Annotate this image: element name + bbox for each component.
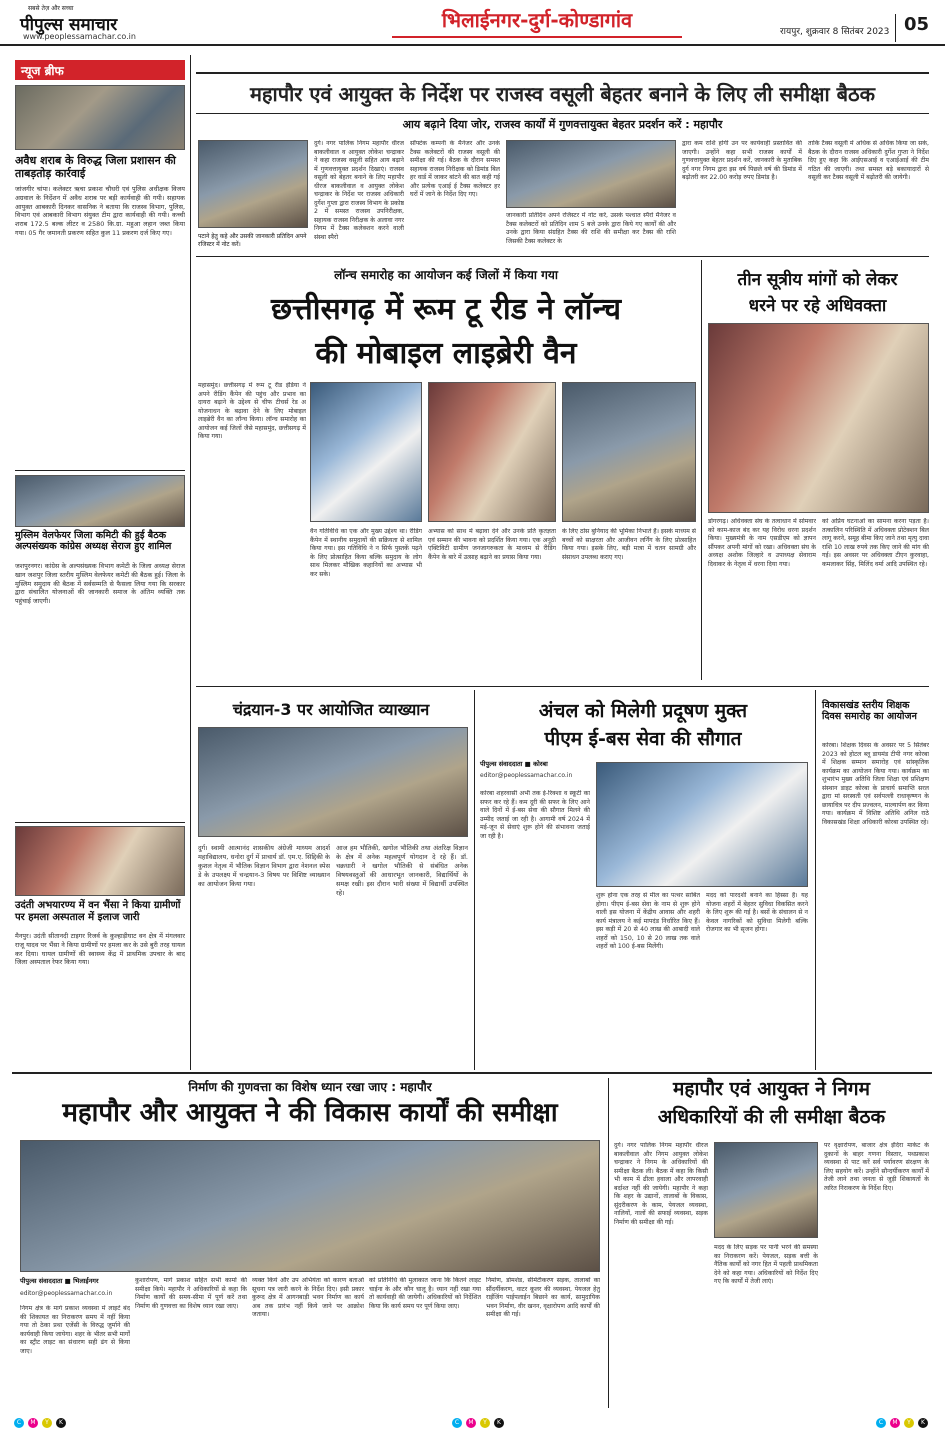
lead-text-2: सॉफ्टेक कम्पनी के मैनेजर और उनके टैक्स कलेक्टरों की राजस्व वसूली की समीक्षा की गई। बैठक के दौरान समस्त सहायक राजस्व निरीक्षक को डिमांड बिल हर वार्ड में जाकर बांटने की बात कही गई और प्रत्येक एआई ई टैक्स कलेक्टर हर घरों में जाने के निर्देश दिए गए। bbox=[410, 140, 500, 199]
lead-text-1: दुर्ग। नगर पालिक निगम महापौर धीरज बाकलीवाल व आयुक्त लोकेश चन्द्राकर ने कहा राजस्व वसूली सहित आय बढ़ाने में गुणवत्तायुक्त प्रदर्शन दिखाएं। राजस्व वसूली को बेहतर बनाने के लिए महापौर धीरज बाकलीवाल व आयुक्त लोकेश चन्द्राकर के निर्देश पर राजस्व अधिकारी दुर्गेश गुप्ता द्वारा राजस्व विभाग के प्रकोष्ठ 2 में समस्त राजस्व उपनिरीक्षक, सहायक राजस्व निरीक्षक के अलावा नगर निगम में टैक्स कलेक्शन करने वाली संस्था स्पैरो bbox=[314, 140, 404, 242]
ebus-headline-1: अंचल को मिलेगी प्रदूषण मुक्त bbox=[538, 700, 748, 722]
brief-headline-1: अवैध शराब के विरुद्ध जिला प्रशासन की ताबड़तोड़ कार्रवाई bbox=[15, 154, 176, 181]
library-text-4: के लिए ठोस बुनियाद की भूमिका निभाते हैं। इसके माध्यम से बच्चों को साक्षरता और आजीवन लर्निंग के लिए प्रोत्साहित किया गया। इसके लिए, बड़ी मात्रा में चतन सामग्री और संसाधन उपलब्ध कराए गए। bbox=[562, 528, 696, 561]
review-text-1: निगम क्षेत्र के मार्ग प्रकाश व्यवस्था में लाइटें बंद की शिकायत का निराकरण समय में नहीं किया गया तो ठेका प्रथा एजेंसी के विरुद्ध जुर्माने की कार्यवाही किया जायेगा। शहर के भीतर सभी मार्गों का स्ट्रीट लाइट का संधारण सही ढंग से किया जाए। bbox=[20, 1305, 130, 1355]
dharna-text-1: डोंगरगढ़। अधिवक्ता संघ के तत्वाधान में सोमवार को काम-काज बंद कर यह विरोध धरना प्रदर्शन किया। मुख्यमंत्री के नाम एसडीएम को ज्ञापन सौंपकर अपनी मांगों को रखा। अधिवक्ता संघ के अध्यक्ष अशोक जिल्हारे व उपाध्यक्ष सेवाराम दिवाकर के नेतृत्व में धरना दिया गया। bbox=[708, 518, 816, 568]
ebus-email[interactable]: editor@peoplessamachar.co.in bbox=[480, 772, 573, 779]
ebus-photo-bus bbox=[596, 762, 808, 887]
lead-photo-1 bbox=[198, 140, 308, 228]
cmyk-marks-center: C M Y K bbox=[452, 1418, 504, 1428]
library-text-2: वैन गतिविधि का एक और मुख्य उद्देश्य था। रीडिंग कैंपेन में स्थानीय समुदायों की सक्रियता से शामिल किया गया। इस गतिविधि ने न सिर्फ पुस्तकें पढ़ने के लिए प्रोत्साहित किया बल्कि समुदाय के लोग साथ मिलकर मौखिक कहानियों का अभ्यास भी कर सके। bbox=[310, 528, 422, 578]
lead-text-5: ताकि टैक्स वसूली में अधिक से अधिक किया जा सके, बैठक के दौरान राजस्व अधिकारी दुर्गेश गुप्ता ने निर्देश दिए हुए कहा कि आईएसआई व एआईआई की टीम गठित की जाएगी। तथा समस्त बड़े बकायादारों से वसूली कर टैक्स वसूली में बढ़ोतरी की जायेगी। bbox=[808, 140, 929, 182]
news-brief-label: न्यूज ब्रीफ bbox=[15, 60, 185, 80]
review-email[interactable]: editor@peoplessamachar.co.in bbox=[20, 1290, 113, 1297]
brief-text-3: मैनपुर। उदंती सीतानदी टाइगर रिजर्व के कुल्हाड़ीघाट वन क्षेत्र में मंगलवार राजू यादव पर भैंसा ने किया ग्रामीणों पर हमला कर के उसे बुरी तरह घायल कर दिया। घायल ग्रामीणों की स्वास्थ्य केंद्र में प्राथमिक उपचार के बाद जिला अस्पताल रेफर किया गया। bbox=[15, 932, 185, 967]
masthead bbox=[0, 0, 945, 46]
library-text-1: महासमुंद। छत्तीसगढ़ में रूम टू रीड इंडिया ने अपने रीडिंग कैंपेन की पहुंच और प्रभाव का दायरा बढ़ाने के उद्देश्य से चीफ टीचर्स रेड अ योजनाधन के बढ़ावा देने के लिए मोबाइल लाइब्रेरी वैन का लॉन्च किया। लॉन्च समारोह का आयोजन कई जिलों जैसे महासमुंद, छत्तीसगढ़ में किया गया। bbox=[198, 382, 306, 441]
brief-headline-3: उदंती अभयारण्य में वन भैंसा ने किया ग्रामीणों पर हमला अस्पताल में इलाज जारी bbox=[15, 900, 181, 923]
library-photo-van bbox=[310, 382, 422, 522]
teachers-text: कोरबा। शिक्षक दिवस के अवसर पर 5 सितंबर 2023 को होटल ब्लू डायमंड टीपी नगर कोरबा में शिक्षक सम्मान समारोह एवं सांस्कृतिक कार्यक्रम का आयोजन किया गया। कार्यक्रम का शुभारंभ मुख्य अतिथि जिला शिक्षा एवं प्रशिक्षण संस्थान डाइट कोरबा के प्राचार्य समाप्ति सरल द्वारा मां सरस्वती एवं सर्वपल्ली राधाकृष्णन के छायाचित्र पर दीप प्रज्वलन, माल्यार्पण कर किया गया। कार्यक्रम में विशिष्ट अतिथि अनिल राठे विकासखंड शिक्षा अधिकारी कोरबा उपस्थित रहे। bbox=[822, 742, 929, 826]
ebus-headline-2: पीएम ई-बस सेवा की सौगात bbox=[544, 728, 742, 750]
library-photo-group bbox=[562, 382, 696, 522]
corp-text-1: दुर्ग। नगर पालिक निगम महापौर धीरज बाकलीवाल और निगम आयुक्त लोकेश चन्द्राकर ने निगम के अधिकारियों की समीक्षा बैठक ली। बैठक में कहा कि किसी भी काम में ढीला हवाला और लापरवाही बर्दाश्त नहीं की जायेगी। महापौर ने कहा कि शहर के उद्यानों, तालाबों के विकास, सुंदरीकरण के काम, पेयजल व्यवस्था, नालियों, नालों की सफाई व्यवस्था, सड़क निर्माण की समीक्षा की गई। bbox=[614, 1142, 708, 1226]
ebus-text-2: शुरू होना एक तरह से मील का पत्थर साबित होगा। पीएम ई-बस सेवा के नाम से शुरू होने वाली इस योजना में केंद्रीय आवास और शहरी कार्य मंत्रालय ने कई मापदंड निर्धारित किए हैं। इस कड़ी में 20 से 40 लाख की आबादी वाले शहरों को 150, 10 से 20 लाख तक वाले शहरों को 100 ई-बस मिलेंगी। bbox=[596, 892, 700, 951]
ebus-text-3: मदद को पारदर्शी बनाने का हिस्सा है। यह योजना शहरों में बेहतर सुविधा विकसित करने के लिए शुरू की गई है। बसों के संचालन से न केवल नागरिकों को सुविधा मिलेगी बल्कि रोजगार का भी सृजन होगा। bbox=[706, 892, 808, 934]
brief-text-1: जांजगीर चांपा। कलेक्टर ऋचा प्रकाश चौधरी एवं पुलिस अधीक्षक विजय अग्रवाल के निर्देशन में अवैध शराब पर बड़ी कार्यवाही की गयी। सहायक आयुक्त आबकारी दिनकर वासनिक ने बताया कि राजस्व विभाग, पुलिस, विभाग एवं आबकारी विभाग संयुक्त टीम द्वारा कार्यवाही की गयी। कच्ची शराब 172.5 बल्क लीटर व 2580 कि.ग्रा. महुआ लहान जब्त किया गया। 05 गैर जमानती प्रकरण सहित कुल 11 प्रकरण दर्ज किए गए। bbox=[15, 185, 185, 238]
lead-photo-caption: पटाने हेतु कहे और उसकी जानकारी प्रतिदिन अपने रजिस्टर में नोट करें। bbox=[198, 233, 307, 248]
newspaper-logo: सबसे तेज़ और सच्चा पीपुल्स समाचार bbox=[20, 5, 118, 35]
chandrayaan-text-2: आज हम भौतिकी, खगोल भौतिकी तथा अंतरिक्ष विज्ञान के क्षेत्र में अनेक महत्वपूर्ण योगदान दे रहे हैं। डॉ. चक्रधारी ने खगोल भौतिकी से संबंधित अनेक विषयवस्तुओं की आधारभूत जानकारी, विद्यार्थियों के समक्ष रखी। इस दौरान भारी संख्या में विद्यार्थी उपस्थित रहे। bbox=[336, 844, 468, 897]
brief-photo-meeting bbox=[15, 475, 185, 527]
brief-headline-2: मुस्लिम वेलफेयर जिला कमिटी की हुई बैठक अल्पसंख्यक कांग्रेस अध्यक्ष सेराज हुए शामिल bbox=[15, 530, 172, 553]
library-text-3: अभ्यास को साथ में बढ़ावा देने और उनके प्रति कृतज्ञता एवं सम्मान की भावना को प्रदर्शित किया गया। एक अनूठी एक्टिविटी ग्रामीण जनजागरुकता के माध्यम से रीडिंग कैंपेन के बारे में उत्साह बढ़ाने का प्रयास किया गया। bbox=[428, 528, 556, 561]
library-photo-students bbox=[428, 382, 556, 522]
review-byline: पीपुल्स संवाददाता ■ भिलाईनगर bbox=[20, 1277, 99, 1285]
brief-photo-hospital bbox=[15, 826, 185, 896]
ebus-text-1: कोरबा शहरवासी अभी तक ई-रिक्शा व स्कूटी का सफर कर रहे हैं। कम दूरी की सफर के लिए आने वाले दिनों में ई-बस सेवा की सौगात मिलने की उम्मीद जताई जा रही है। आगामी वर्ष 2024 में मई-जून से सेवाएं शुरू होने की संभावना जताई जा रही है। bbox=[480, 790, 590, 840]
chandrayaan-text-1: दुर्ग। स्वामी आत्मानंद शासकीय अंग्रेजी माध्यम आदर्श महाविद्यालय, धनोरा दुर्ग में प्राचार्य डॉ. एम.ए. सिद्दिकी के कुशल नेतृत्व में भौतिक विज्ञान विभाग द्वारा नेशनल स्पेस डे के उपलक्ष्य में चन्द्रयान-3 विषय पर विशिष्ट व्याख्यान का आयोजन किया गया। bbox=[198, 844, 330, 888]
section-title: भिलाईनगर-दुर्ग-कोण्डागांव bbox=[392, 6, 682, 38]
cmyk-marks-left: C M Y K bbox=[14, 1418, 66, 1428]
corp-headline-2: अधिकारियों की ली समीक्षा बैठक bbox=[657, 1106, 886, 1128]
lead-photo-meeting bbox=[506, 140, 676, 208]
dateline: रायपुर, शुक्रवार 8 सितंबर 2023 bbox=[780, 27, 890, 37]
dharna-photo bbox=[708, 323, 929, 513]
corp-text-2: मदद के लिए सड़क पर पानी भरने की समस्या का निराकरण करें। पेयजल, सड़क बत्ती के नैतिक कार्यों को नगर हित में पहली प्राथमिकता देने को कहा गया। अधिकारियों को निर्देश दिए गए कि कार्यों में तेजी लाएं। bbox=[714, 1244, 818, 1286]
lead-subheadline: आय बढ़ाने दिया जोर, राजस्व कार्यों में गुणवत्तायुक्त बेहतर प्रदर्शन करें : महापौर bbox=[402, 118, 723, 131]
corp-text-3: पर वृक्षारोपण, बाजार क्षेत्र इंदिरा मार्केट के दुकानों के बाहर गणना विस्तार, पथप्रकाश व्यवस्था से पाट करें सर्व पर्यावरण संरक्षण के लिए सहयोग करें। उन्होंने सौन्दर्यीकरण कार्यों में तेजी लाने तथा जनता से जुड़ी शिकायतों के त्वरित निराकरण के निर्देश दिए। bbox=[824, 1142, 929, 1192]
review-text-2: कुशारोपण, मार्ग प्रकाश सहित सभी कामों की समीक्षा किये। महापौर ने अधिकारियों से कहा कि निर्माण कार्यों की समय-सीमा में पूर्ण करें तथा निर्माण की गुणवत्ता का विशेष ध्यान रखा जाए। bbox=[135, 1277, 247, 1310]
library-headline-1: छत्तीसगढ़ में रूम टू रीड ने लॉन्च bbox=[270, 292, 621, 327]
lead-text-3: जानकारी प्रतिदिन अपने रजिस्टर में नोट करें, उसके पश्चात स्पैरो मैनेजर व टैक्स कलेक्टरों को प्रतिदिन शाम 5 बजे उनके द्वारा किये गए कार्यों की और उनके द्वारा किया संग्रहित टैक्स की राशि की समीक्षा कर टैक्स की राशि जिसकी टैक्स कलेक्टर के bbox=[506, 212, 676, 245]
corp-photo bbox=[714, 1142, 818, 1238]
dharna-text-2: को अप्रिय घटनाओं का सामना करना पड़ता है। तत्कालिन परिस्थिति में अधिवक्ता प्रोटेक्शन बिल लागू करने, समूह बीमा किए जाने तथा मृत्यु दावा राशि 10 लाख रुपये तक किए जाने की मांग की गई। इस अवसर पर अधिवक्ता टीएन कुरवाहा, कमलाकर सिंह, मिलिंद वर्मा आदि उपस्थित रहे। bbox=[822, 518, 929, 568]
review-photo bbox=[20, 1140, 600, 1272]
page-number: 05 bbox=[895, 14, 929, 42]
library-headline-2: की मोबाइल लाइब्रेरी वैन bbox=[315, 336, 577, 371]
lead-headline-box bbox=[196, 72, 929, 114]
library-kicker: लॉन्च समारोह का आयोजन कई जिलों में किया गया bbox=[334, 268, 558, 282]
teachers-headline: विकासखंड स्तरीय शिक्षक दिवस समारोह का आयोजन bbox=[822, 700, 917, 723]
ebus-byline: पीपुल्स संवाददाता ■ कोरबा bbox=[480, 760, 548, 768]
column-divider bbox=[190, 55, 191, 1070]
lead-text-4: द्वारा कम राशि होगी उन पर कार्यवाही प्रस्तावित की जाएगी। उन्होंने कहा सभी राजस्व कार्यों में गुणवत्तायुक्त बेहतर प्रदर्शन करें, जानकारी के मुताबिक दुर्ग नगर निगम द्वारा इस वर्ष पिछले वर्ष की डिमांड में बढ़ोतरी कर 22.00 करोड़ रुपए डिमांड है। bbox=[682, 140, 802, 182]
brief-photo-liquor bbox=[15, 85, 185, 150]
chandrayaan-photo bbox=[198, 727, 468, 837]
brief-text-2: जशपुरनगर। कांग्रेस के अल्पसंख्यक विभाग कमेटी के जिला अध्यक्ष सेराज खान जशपुर जिला स्तरीय मुस्लिम वेलफेयर कमेटी की बैठक हुई। जिला के मुस्लिम समुदाय की बैठक में सर्वसम्मति से फैसला लिया गया कि सरकार द्वारा संचालित योजनाओं की जानकारी समाज के अंतिम व्यक्ति तक पहुंचाई जाएगी। bbox=[15, 562, 185, 606]
review-text-5: निर्माण, डोमशेड, सीमेंटीकरण सड़क, तालाबों का सौंदर्यीकरण, वाटर कूलर की व्यवस्था, पेयजल हेतु राईजिंग पाईपलाईन बिछाने का कार्य, सामुदायिक भवन निर्माण, वीर खनन, वृक्षारोपण आदि कार्यों की समीक्षा की गई। bbox=[486, 1277, 600, 1319]
chandrayaan-headline: चंद्रयान-3 पर आयोजित व्याख्यान bbox=[232, 700, 430, 719]
dharna-headline-2: धरने पर रहे अधिवक्ता bbox=[748, 296, 887, 316]
dharna-headline-1: तीन सूत्रीय मांगों को लेकर bbox=[737, 270, 898, 290]
review-headline: महापौर और आयुक्त ने की विकास कार्यों की समीक्षा bbox=[62, 1098, 558, 1128]
cmyk-marks-right: C M Y K bbox=[876, 1418, 928, 1428]
review-text-3: व्यक्त किये और उप अभियंता को कारण बताओ सूचना पत्र जारी करने के निर्देश दिए। इसी प्रकार कुरूद क्षेत्र में आगनबाड़ी भवन निर्माण का कार्य अब तक प्रारंभ नहीं किये जाने पर आक्रोश जताया। bbox=[252, 1277, 364, 1319]
website-url[interactable]: www.peoplessamachar.co.in bbox=[23, 32, 136, 41]
lead-headline: महापौर एवं आयुक्त के निर्देश पर राजस्व वसूली बेहतर बनाने के लिए ली समीक्षा बैठक bbox=[249, 82, 876, 106]
review-text-4: को प्रतिनिधि की मुलाकात जाना कि कितने लाइट चाईना के और कौन चालू है। ध्यान नहीं रखा गया तो कार्यवाही की जायेगी। अधिकारियों को निर्देशित किया कि कार्य समय पर पूर्ण किया जाए। bbox=[369, 1277, 481, 1310]
corp-headline-1: महापौर एवं आयुक्त ने निगम bbox=[673, 1078, 870, 1100]
review-kicker: निर्माण की गुणवत्ता का विशेष ध्यान रखा जाए : महापौर bbox=[188, 1080, 432, 1094]
